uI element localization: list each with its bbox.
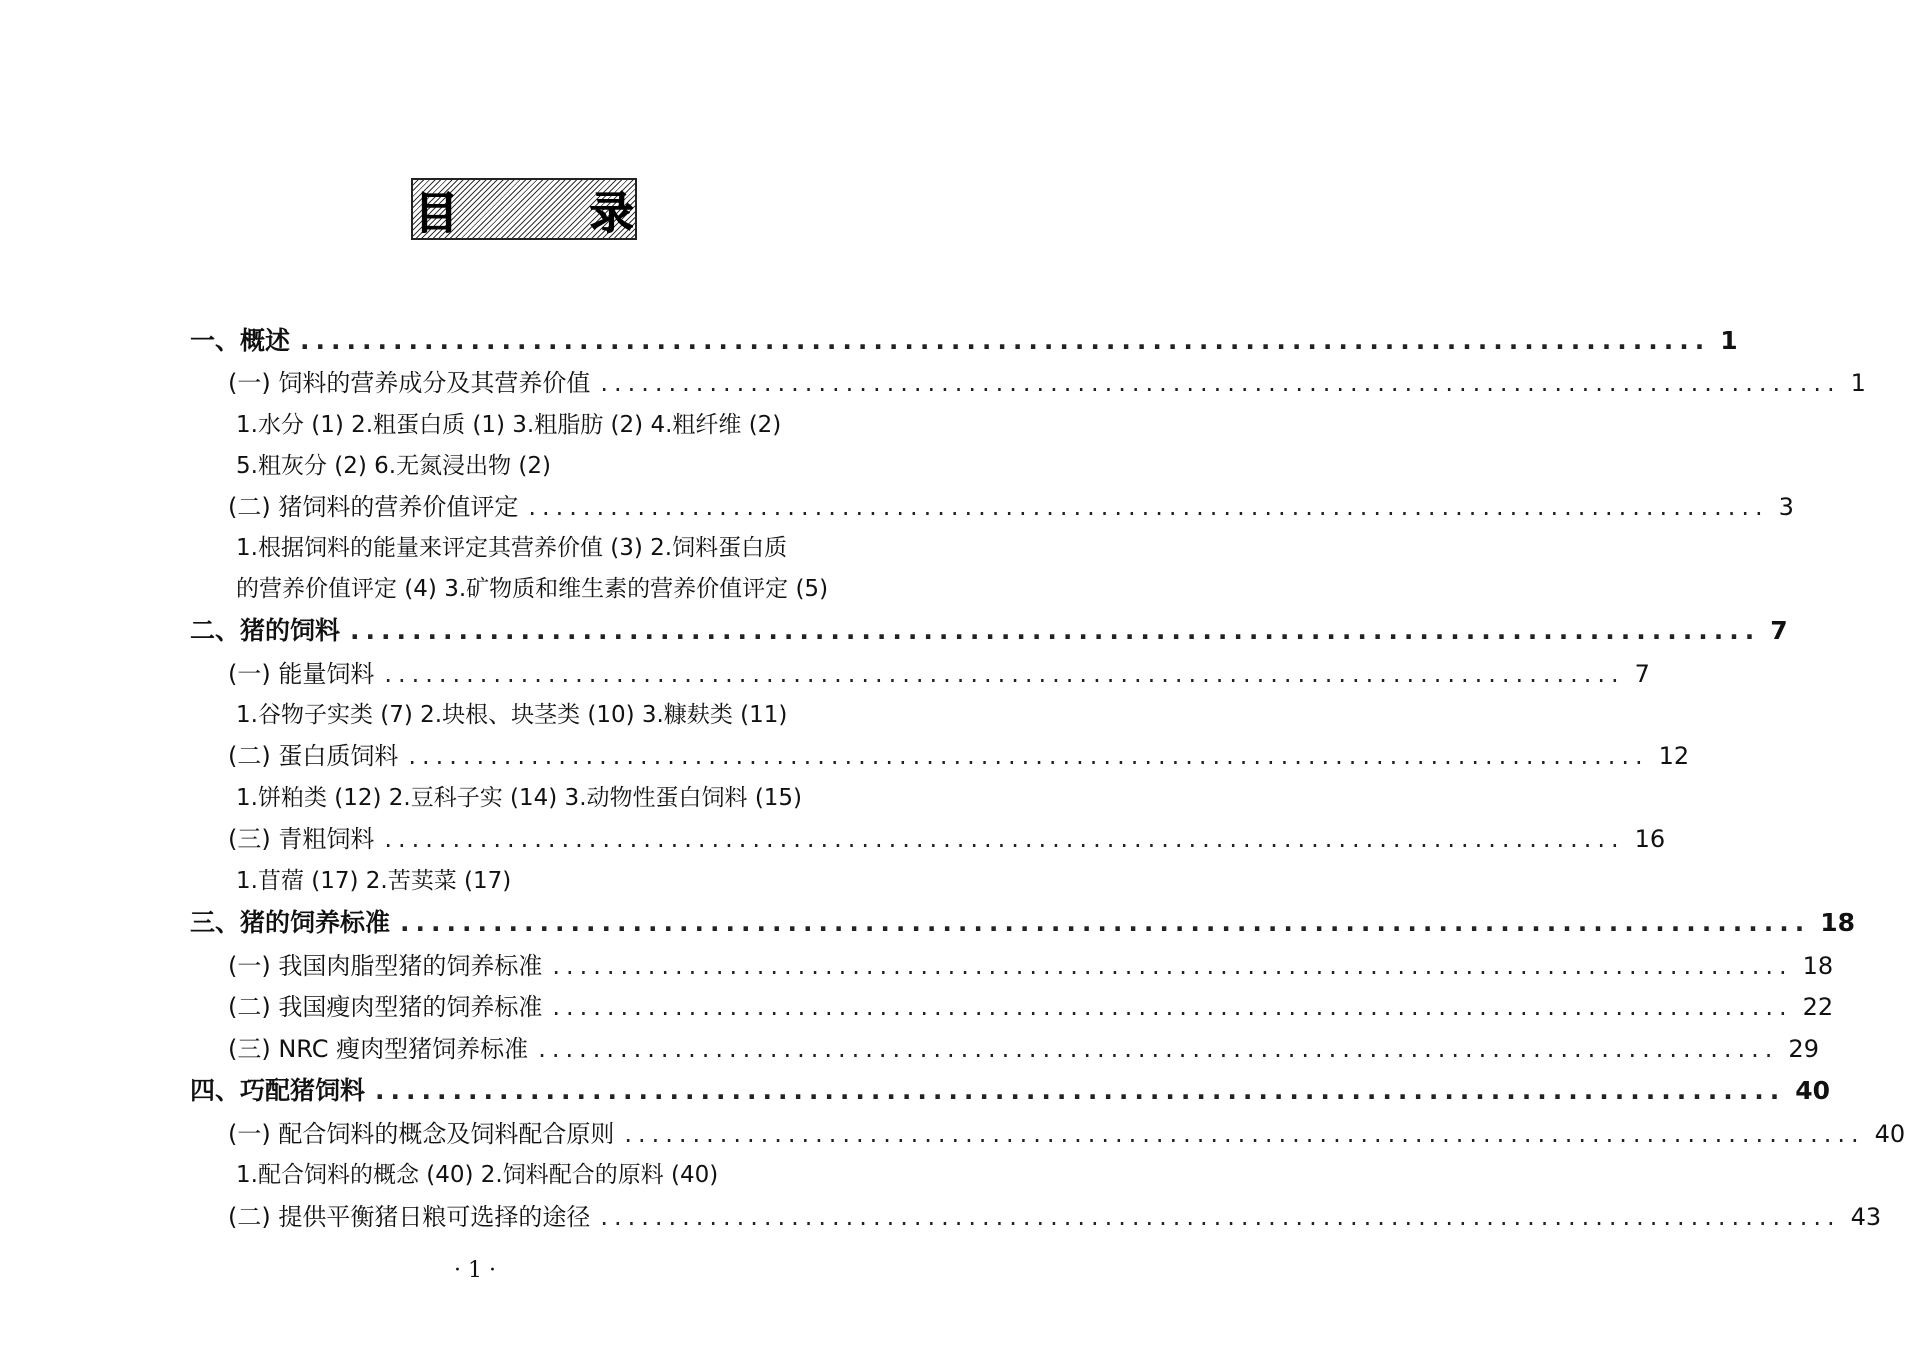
toc-entry-page: 16 bbox=[1634, 825, 1666, 853]
toc-entry-label: (三) 青粗饲料 bbox=[228, 825, 375, 853]
toc-title-box bbox=[411, 178, 692, 240]
toc-entry-page: 40 bbox=[1795, 1076, 1831, 1105]
toc-subentries: 1.饼粕类 (12) 2.豆科子实 (14) 3.动物性蛋白饲料 (15) bbox=[236, 785, 803, 811]
toc-entry-section[interactable] bbox=[228, 492, 1794, 522]
toc-subentries: 1.苜蓿 (17) 2.苦荬菜 (17) bbox=[236, 868, 512, 894]
toc-entry-page: 12 bbox=[1658, 742, 1690, 770]
toc-entry-section[interactable] bbox=[228, 368, 1866, 398]
toc-entry-page: 22 bbox=[1802, 993, 1834, 1021]
toc-entry-label: (一) 饲料的营养成分及其营养价值 bbox=[228, 369, 591, 397]
dot-leader: ........................................................................................... bbox=[600, 1203, 1841, 1231]
toc-subentries: 1.谷物子实类 (7) 2.块根、块茎类 (10) 3.糠麸类 (11) bbox=[236, 702, 788, 728]
dot-leader: ........................................................................................... bbox=[552, 993, 1793, 1021]
toc-entry-section[interactable] bbox=[228, 951, 1834, 981]
toc-entry-section[interactable] bbox=[228, 741, 1690, 771]
toc-entry-label: 一、概述 bbox=[190, 326, 291, 355]
toc-entry-section[interactable] bbox=[228, 824, 1666, 854]
toc-subentries: 1.配合饲料的概念 (40) 2.饲料配合的原料 (40) bbox=[236, 1162, 719, 1188]
page-number-footer: · 1 · bbox=[454, 1258, 496, 1283]
toc-title: 目 录 bbox=[414, 188, 692, 239]
toc-entry-section[interactable] bbox=[228, 1119, 1905, 1149]
toc-entry-chapter-3[interactable] bbox=[190, 908, 1856, 938]
toc-entry-section[interactable] bbox=[228, 1034, 1819, 1064]
dot-leader: ........................................................................................... bbox=[528, 493, 1769, 521]
dot-leader: ........................................................................................... bbox=[600, 369, 1841, 397]
dot-leader: ........................................................................................... bbox=[375, 1076, 1786, 1105]
toc-entry-page: 1 bbox=[1720, 326, 1738, 355]
toc-entry-page: 7 bbox=[1770, 616, 1788, 645]
toc-entry-label: (二) 猪饲料的营养价值评定 bbox=[228, 493, 519, 521]
dot-leader: ........................................................................................... bbox=[384, 660, 1625, 688]
toc-entry-page: 1 bbox=[1850, 369, 1866, 397]
dot-leader: ........................................................................................... bbox=[350, 616, 1761, 645]
toc-entry-section[interactable] bbox=[228, 1202, 1882, 1232]
toc-entry-section[interactable] bbox=[228, 992, 1834, 1022]
toc-subentries: 1.根据饲料的能量来评定其营养价值 (3) 2.饲料蛋白质 bbox=[236, 535, 788, 561]
toc-entry-page: 3 bbox=[1778, 493, 1794, 521]
toc-entry-page: 43 bbox=[1850, 1203, 1882, 1231]
toc-entry-label: (二) 提供平衡猪日粮可选择的途径 bbox=[228, 1203, 591, 1231]
dot-leader: ........................................................................................... bbox=[384, 825, 1625, 853]
toc-entry-page: 18 bbox=[1802, 952, 1834, 980]
toc-entry-label: (二) 蛋白质饲料 bbox=[228, 742, 399, 770]
dot-leader: ........................................................................................... bbox=[538, 1035, 1779, 1063]
toc-entry-label: (二) 我国瘦肉型猪的饲养标准 bbox=[228, 993, 543, 1021]
toc-entry-label: (一) 能量饲料 bbox=[228, 660, 375, 688]
toc-entry-page: 18 bbox=[1820, 908, 1856, 937]
toc-entry-page: 40 bbox=[1874, 1120, 1905, 1148]
toc-entry-label: (一) 配合饲料的概念及饲料配合原则 bbox=[228, 1120, 615, 1148]
toc-entry-label: 三、猪的饲养标准 bbox=[190, 908, 391, 937]
toc-subentries: 的营养价值评定 (4) 3.矿物质和维生素的营养价值评定 (5) bbox=[236, 576, 829, 602]
dot-leader: ........................................................................................... bbox=[552, 952, 1793, 980]
dot-leader: ........................................................................................... bbox=[408, 742, 1649, 770]
toc-entry-label: 二、猪的饲料 bbox=[190, 616, 341, 645]
toc-entry-page: 7 bbox=[1634, 660, 1650, 688]
toc-entry-chapter-4[interactable] bbox=[190, 1076, 1831, 1106]
toc-entry-label: (一) 我国肉脂型猪的饲养标准 bbox=[228, 952, 543, 980]
toc-subentries: 1.水分 (1) 2.粗蛋白质 (1) 3.粗脂肪 (2) 4.粗纤维 (2) bbox=[236, 412, 782, 438]
toc-entry-section[interactable] bbox=[228, 659, 1650, 689]
toc-subentries: 5.粗灰分 (2) 6.无氮浸出物 (2) bbox=[236, 453, 551, 479]
toc-entry-chapter-1[interactable] bbox=[190, 326, 1738, 356]
dot-leader: ........................................................................................... bbox=[400, 908, 1811, 937]
toc-entry-label: (三) NRC 瘦肉型猪饲养标准 bbox=[228, 1035, 529, 1063]
dot-leader: ........................................................................................... bbox=[300, 326, 1711, 355]
dot-leader: ........................................................................................... bbox=[624, 1120, 1865, 1148]
toc-entry-label: 四、巧配猪饲料 bbox=[190, 1076, 366, 1105]
toc-entry-page: 29 bbox=[1788, 1035, 1819, 1063]
toc-entry-chapter-2[interactable] bbox=[190, 616, 1788, 646]
